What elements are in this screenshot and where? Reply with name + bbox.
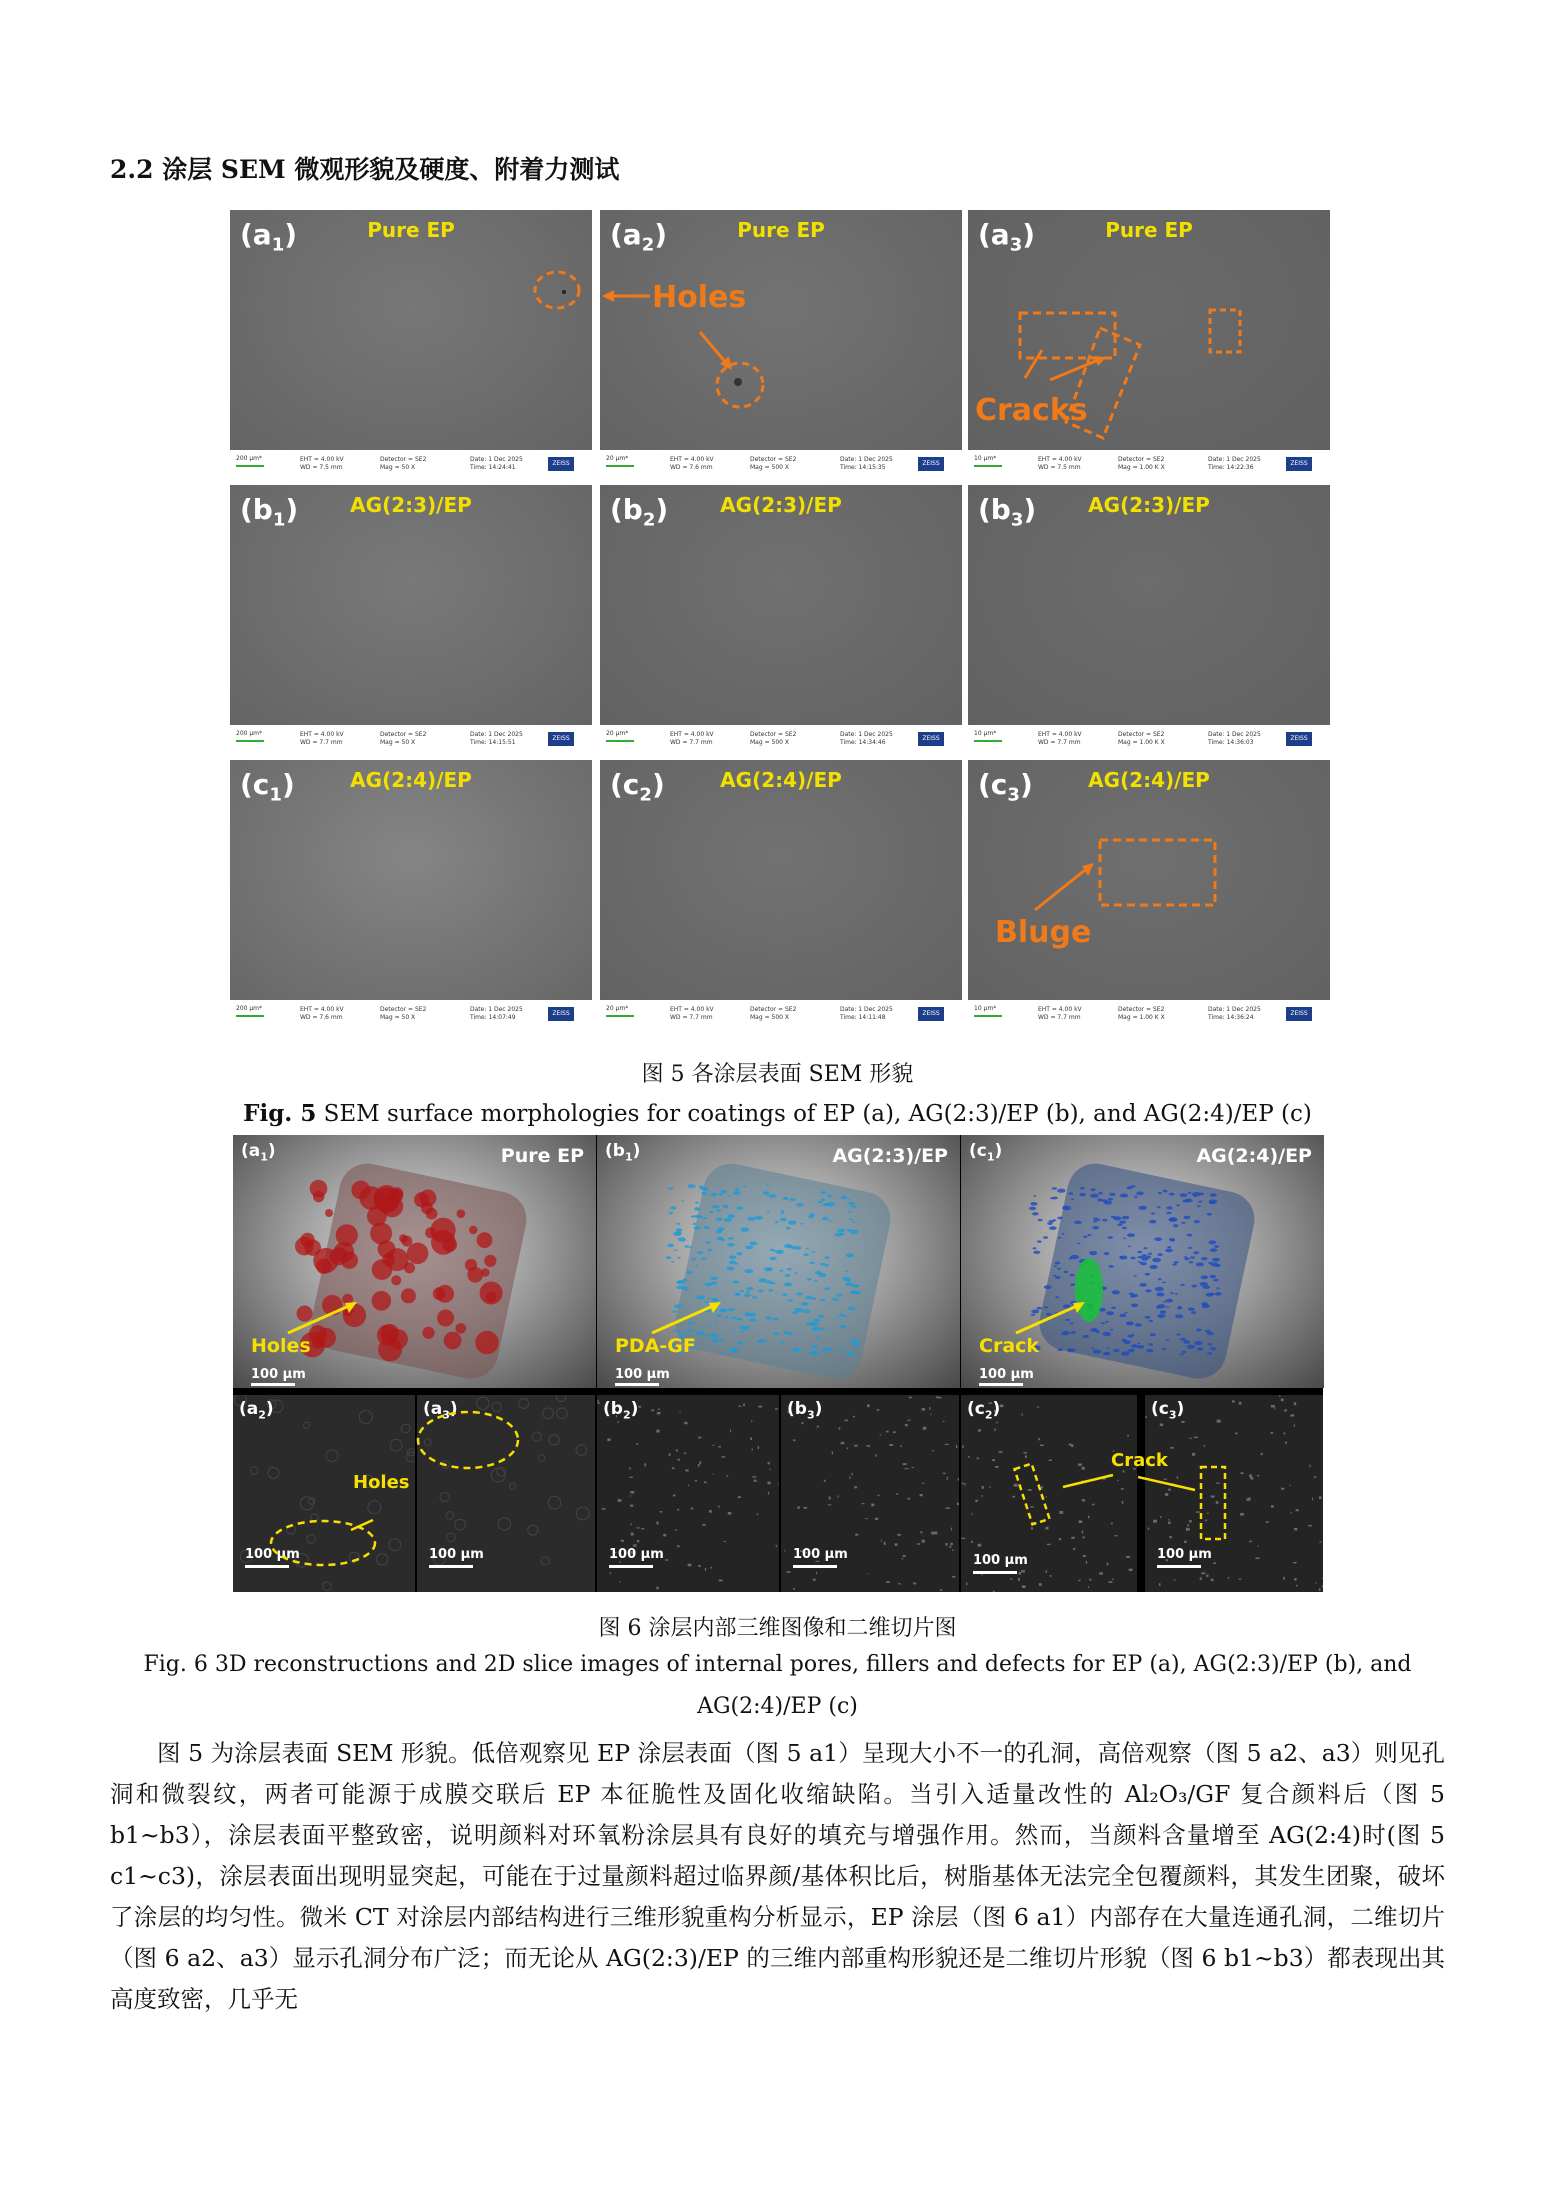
- panel-title: AG(2:4)/EP: [720, 768, 842, 792]
- body-text: [110, 1733, 1445, 2020]
- panel-title: Pure EP: [367, 218, 455, 242]
- ct-annotation-overlay: [233, 1135, 1323, 1592]
- panel-title: Pure EP: [1105, 218, 1193, 242]
- holes-label: Holes: [652, 280, 747, 315]
- zeiss-logo: ZEISS: [548, 1007, 574, 1021]
- date-time: Date: 1 Dec 2025 Time: 14:22:36: [1208, 456, 1261, 471]
- ct-slice-label: $(b_2)$: [603, 1399, 639, 1422]
- panel-title: Pure EP: [737, 218, 825, 242]
- date-time: Date: 1 Dec 2025 Time: 14:36:03: [1208, 731, 1261, 746]
- hole-marker: [535, 272, 579, 308]
- hole-dot: [562, 290, 566, 294]
- cracks-arrow: [1050, 360, 1098, 380]
- hole-marker: [271, 1521, 375, 1565]
- detector-mag: Detector = SE2 Mag = 50 X: [380, 731, 427, 746]
- zeiss-logo: ZEISS: [1286, 732, 1312, 746]
- figure-6-caption-en-line1: Fig. 6 3D reconstructions and 2D slice images of internal pores, fillers and defects for EP (a), AG(2:3)/EP (b), and: [143, 1652, 1412, 1677]
- date-time: Date: 1 Dec 2025 Time: 14:15:35: [840, 456, 893, 471]
- eht-wd: EHT = 4.00 kV WD = 7.7 mm: [300, 731, 344, 746]
- detector-mag: Detector = SE2 Mag = 1.00 K X: [1118, 731, 1165, 746]
- panel-label: $(c_2)$: [610, 768, 665, 806]
- bluge-arrow: [1035, 870, 1085, 910]
- ct-slice-scale-text: 100 μm: [793, 1547, 848, 1562]
- crack-arrow: [1063, 1475, 1113, 1487]
- panel-title: AG(2:3)/EP: [1088, 493, 1210, 517]
- ct-panel-title: AG(2:4)/EP: [1196, 1145, 1312, 1167]
- ct-slice-scale-text: 100 μm: [609, 1547, 664, 1562]
- bluge-label: Bluge: [995, 915, 1092, 950]
- figure-5-caption-cn: 图 5 各涂层表面 SEM 形貌: [641, 1062, 914, 1087]
- panel-label: $(a_2)$: [610, 218, 668, 256]
- ct-slice-scale-text: 100 μm: [1157, 1547, 1212, 1562]
- zeiss-logo: ZEISS: [918, 1007, 944, 1021]
- zeiss-logo: ZEISS: [918, 457, 944, 471]
- panel-title: AG(2:4)/EP: [350, 768, 472, 792]
- scale-text: 200 μm*: [236, 455, 263, 462]
- eht-wd: EHT = 4.00 kV WD = 7.6 mm: [300, 1006, 344, 1021]
- ct-scale-text: 100 μm: [251, 1367, 306, 1382]
- panel-label: $(a_1)$: [240, 218, 298, 256]
- section-title: 2.2 涂层 SEM 微观形貌及硬度、附着力测试: [110, 155, 620, 184]
- figure-6-caption-en-line2: AG(2:4)/EP (c): [697, 1694, 858, 1719]
- ct-slice-label: $(b_3)$: [787, 1399, 823, 1422]
- eht-wd: EHT = 4.00 kV WD = 7.5 mm: [300, 456, 344, 471]
- ct-arrow-label: PDA-GF: [615, 1335, 696, 1357]
- detector-mag: Detector = SE2 Mag = 500 X: [750, 456, 797, 471]
- detector-mag: Detector = SE2 Mag = 50 X: [380, 456, 427, 471]
- ct-slice-label: $(a_3)$: [423, 1399, 458, 1422]
- figure-6-caption-cn: 图 6 涂层内部三维图像和二维切片图: [598, 1616, 957, 1641]
- date-time: Date: 1 Dec 2025 Time: 14:15:51: [470, 731, 523, 746]
- panel-title: AG(2:4)/EP: [1088, 768, 1210, 792]
- scale-text: 20 μm*: [606, 455, 629, 462]
- panel-label: $(b_1)$: [240, 493, 299, 531]
- crack-box: [1014, 1464, 1049, 1525]
- panel-label: $(c_1)$: [240, 768, 295, 806]
- scale-text: 20 μm*: [606, 1005, 629, 1012]
- date-time: Date: 1 Dec 2025 Time: 14:36:24: [1208, 1006, 1261, 1021]
- ct-arrow-label: Holes: [251, 1335, 311, 1357]
- ct-slice-label: $(a_2)$: [239, 1399, 274, 1422]
- holes-slice-label: Holes: [353, 1472, 410, 1493]
- ct-panel-title: Pure EP: [500, 1145, 584, 1167]
- eht-wd: EHT = 4.00 kV WD = 7.7 mm: [1038, 731, 1082, 746]
- ct-scale-text: 100 μm: [979, 1367, 1034, 1382]
- cracks-arrow: [1025, 350, 1042, 378]
- panel-label: $(b_3)$: [978, 493, 1037, 531]
- scale-text: 20 μm*: [606, 730, 629, 737]
- ct-slice-scale-text: 100 μm: [973, 1553, 1028, 1568]
- ct-slice-scale-text: 100 μm: [245, 1547, 300, 1562]
- zeiss-logo: ZEISS: [548, 457, 574, 471]
- detector-mag: Detector = SE2 Mag = 500 X: [750, 731, 797, 746]
- ct-slice-label: $(c_2)$: [967, 1399, 1001, 1422]
- eht-wd: EHT = 4.00 kV WD = 7.7 mm: [670, 1006, 714, 1021]
- scale-text: 10 μm*: [974, 455, 997, 462]
- scale-text: 10 μm*: [974, 730, 997, 737]
- crack-box: [1210, 310, 1240, 352]
- hole-marker: [418, 1412, 518, 1468]
- zeiss-logo: ZEISS: [1286, 457, 1312, 471]
- ct-panel-label: $(b_1)$: [605, 1141, 641, 1164]
- figure-5-caption-label: Fig. 5: [243, 1100, 317, 1127]
- figure-5-caption-en: [0, 1100, 1555, 1127]
- detector-mag: Detector = SE2 Mag = 1.00 K X: [1118, 1006, 1165, 1021]
- scale-text: 10 μm*: [974, 1005, 997, 1012]
- ct-panel-label: $(a_1)$: [241, 1141, 276, 1164]
- date-time: Date: 1 Dec 2025 Time: 14:24:41: [470, 456, 523, 471]
- crack-slice-label: Crack: [1111, 1450, 1168, 1471]
- crack-arrow: [1138, 1477, 1195, 1490]
- panel-label: $(c_3)$: [978, 768, 1033, 806]
- panel-label: $(b_2)$: [610, 493, 669, 531]
- detector-mag: Detector = SE2 Mag = 50 X: [380, 1006, 427, 1021]
- crack-box: [1201, 1467, 1225, 1539]
- date-time: Date: 1 Dec 2025 Time: 14:34:46: [840, 731, 893, 746]
- date-time: Date: 1 Dec 2025 Time: 14:07:49: [470, 1006, 523, 1021]
- date-time: Date: 1 Dec 2025 Time: 14:11:48: [840, 1006, 893, 1021]
- eht-wd: EHT = 4.00 kV WD = 7.6 mm: [670, 456, 714, 471]
- panel-label: $(a_3)$: [978, 218, 1036, 256]
- crack-box: [1020, 313, 1115, 358]
- ct-arrow-label: Crack: [979, 1335, 1040, 1357]
- cracks-label: Cracks: [975, 393, 1088, 428]
- eht-wd: EHT = 4.00 kV WD = 7.7 mm: [1038, 1006, 1082, 1021]
- panel-title: AG(2:3)/EP: [720, 493, 842, 517]
- detector-mag: Detector = SE2 Mag = 1.00 K X: [1118, 456, 1165, 471]
- hole-dot: [734, 378, 742, 386]
- scale-text: 200 μm*: [236, 730, 263, 737]
- ct-slice-scale-text: 100 μm: [429, 1547, 484, 1562]
- figure-5-caption-text: SEM surface morphologies for coatings of EP (a), AG(2:3)/EP (b), and AG(2:4)/EP (c): [316, 1101, 1312, 1127]
- holes-arrowhead: [602, 290, 614, 302]
- ct-panel-title: AG(2:3)/EP: [832, 1145, 948, 1167]
- zeiss-logo: ZEISS: [1286, 1007, 1312, 1021]
- ct-scale-text: 100 μm: [615, 1367, 670, 1382]
- body-paragraph: 图 5 为涂层表面 SEM 形貌。低倍观察见 EP 涂层表面（图 5 a1）呈现大小不一的孔洞，高倍观察（图 5 a2、a3）则见孔洞和微裂纹，两者可能源于成膜交联后 EP 本征脆性及固化收缩缺陷。当引入适量改性的 Al₂O₃/GF 复合颜料后（图 5 b1~b3），涂层表面平整致密，说明颜料对环氧粉涂层具有良好的填充与增强作用。然而，当颜料含量增至 AG(2:4)时(图 5 c1~c3)，涂层表面出现明显突起，可能在于过量颜料超过临界颜/基体积比后，树脂基体无法完全包覆颜料，其发生团聚，破坏了涂层的均匀性。微米 CT 对涂层内部结构进行三维形貌重构分析显示，EP 涂层（图 6 a1）内部存在大量连通孔洞，二维切片（图 6 a2、a3）显示孔洞分布广泛；而无论从 AG(2:3)/EP 的三维内部重构形貌还是二维切片形貌（图 6 b1~b3）都表现出其高度致密，几乎无: [110, 1739, 1445, 2013]
- figure-6-ct-images: [233, 1135, 1323, 1592]
- zeiss-logo: ZEISS: [548, 732, 574, 746]
- bluge-box: [1100, 840, 1215, 905]
- eht-wd: EHT = 4.00 kV WD = 7.5 mm: [1038, 456, 1082, 471]
- detector-mag: Detector = SE2 Mag = 500 X: [750, 1006, 797, 1021]
- panel-title: AG(2:3)/EP: [350, 493, 472, 517]
- ct-slice-label: $(c_3)$: [1151, 1399, 1185, 1422]
- eht-wd: EHT = 4.00 kV WD = 7.7 mm: [670, 731, 714, 746]
- ct-panel-label: $(c_1)$: [969, 1141, 1003, 1164]
- holes-arrow: [700, 332, 727, 364]
- zeiss-logo: ZEISS: [918, 732, 944, 746]
- sem-annotation-overlay: [230, 210, 1338, 1030]
- scale-text: 200 μm*: [236, 1005, 263, 1012]
